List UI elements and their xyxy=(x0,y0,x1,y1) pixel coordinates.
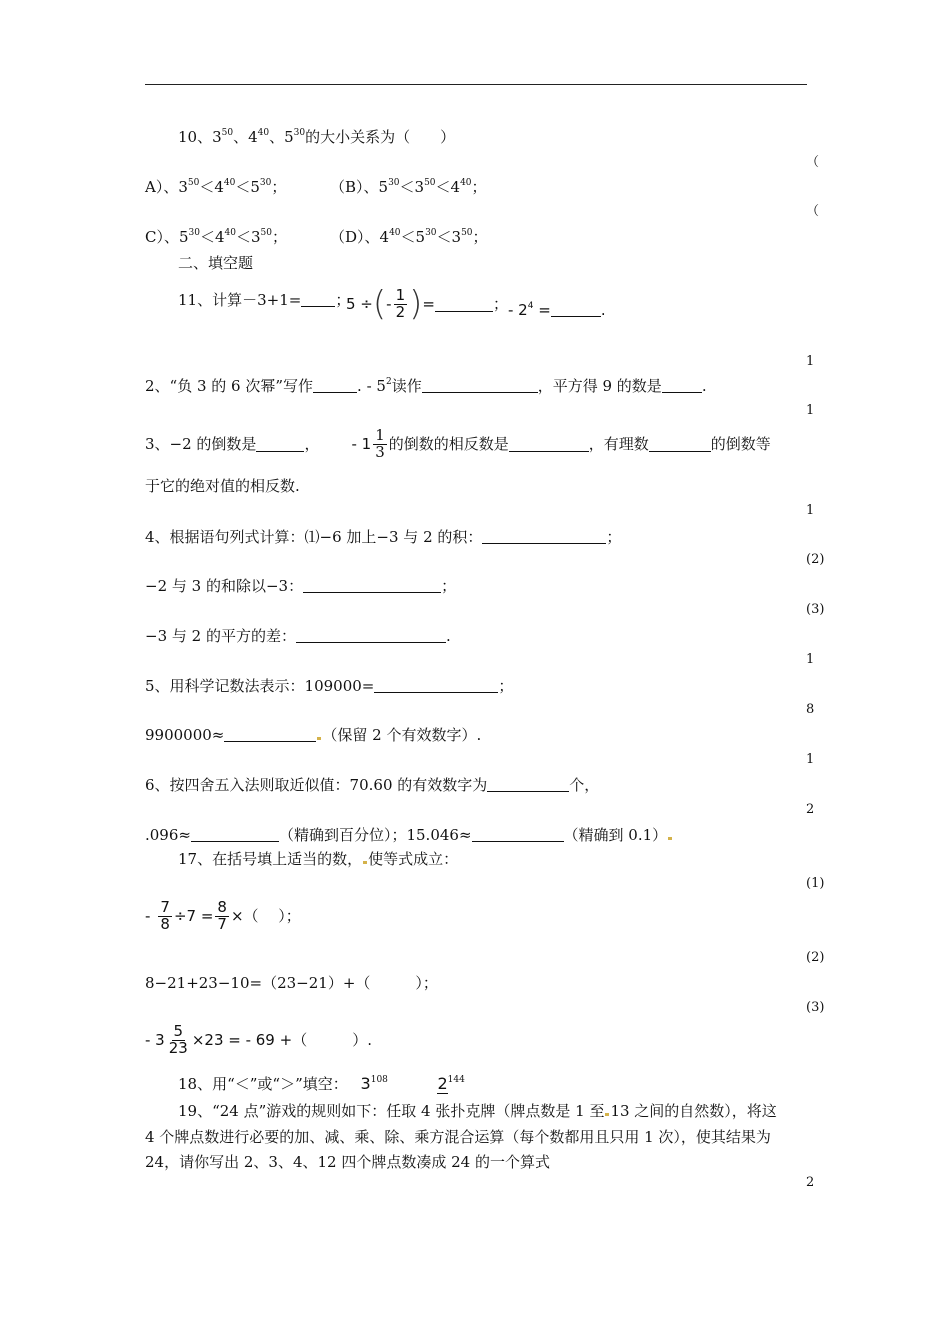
question-13-continued: 于它的绝对值的相反数. xyxy=(145,477,300,495)
question-17: 17、在括号填上适当的数， 使等式成立： xyxy=(178,850,459,868)
answer-blank[interactable] xyxy=(551,302,601,317)
answer-blank[interactable] xyxy=(487,777,569,792)
answer-blank[interactable] xyxy=(301,292,335,307)
question-12: 2、“负 3 的 6 次幂”写作 . - $5^2$读作 ，平方得 9 的数是 . xyxy=(145,377,707,395)
question-15-part-1: 5、用科学记数法表示：109000= ； xyxy=(145,677,514,695)
option-d: （D）、$4^{40}<5^{30}<3^{50}$； xyxy=(330,228,488,246)
answer-blank[interactable] xyxy=(374,678,498,693)
equation-1: - $\frac{7}{8}$ ÷7 = $\frac{8}{7}$ ×（ ）； xyxy=(145,898,301,933)
side-marker: (1) xyxy=(806,876,825,891)
side-marker: 1 xyxy=(806,752,815,767)
answer-blank[interactable] xyxy=(482,529,606,544)
equation-2: 8−21+23−10=（23−21）+（ ）； xyxy=(145,974,438,992)
division-expression: 5 ÷ ( - $\frac{1}{2}$ ) = ； xyxy=(346,284,508,324)
side-marker: 1 xyxy=(806,403,815,418)
side-marker: 2 xyxy=(806,1175,815,1190)
power-expression: - $2^4$ = . xyxy=(508,301,606,319)
answer-blank[interactable] xyxy=(662,378,702,393)
question-14-part-3: −3 与 2 的平方的差： . xyxy=(145,627,451,645)
answer-blank[interactable] xyxy=(256,437,304,452)
side-marker: (2) xyxy=(806,950,825,965)
answer-blank[interactable] xyxy=(296,628,446,643)
side-marker: (3) xyxy=(806,1000,825,1015)
question-14-part-2: −2 与 3 的和除以−3： ； xyxy=(145,577,457,595)
question-19-line-3: 24，请你写出 2、3、4、12 四个牌点数凑成 24 的一个算式 xyxy=(145,1153,550,1171)
question-16-part-2: .096≈ （精确到百分位）；15.046≈ （精确到 0.1） xyxy=(145,827,673,843)
answer-blank[interactable] xyxy=(649,437,711,452)
question-18: 18、用“＜”或“＞”填空： $3^{108}$ $2^{144}$ xyxy=(178,1074,465,1093)
answer-blank[interactable] xyxy=(191,827,279,842)
answer-blank[interactable] xyxy=(509,437,589,452)
side-marker: 1 xyxy=(806,503,815,518)
header-rule xyxy=(145,84,807,85)
side-marker: (3) xyxy=(806,602,825,617)
option-b: （B）、$5^{30}<3^{50}<4^{40}$； xyxy=(330,178,487,196)
question-16-part-1: 6、按四舍五入法则取近似值：70.60 的有效数字为 个， xyxy=(145,776,600,794)
side-marker: 2 xyxy=(806,802,815,817)
question-19-line-2: 4 个牌点数进行必要的加、减、乘、除、乘方混合运算（每个数都用且只用 1 次），使其结果为 xyxy=(145,1128,771,1146)
answer-blank[interactable] xyxy=(422,378,538,393)
question-14-part-1: 4、根据语句列式计算：⑴−6 加上−3 与 2 的积： ； xyxy=(145,528,622,546)
side-marker: （ xyxy=(806,155,820,170)
answer-blank[interactable] xyxy=(313,378,357,393)
answer-blank[interactable] xyxy=(224,727,316,742)
equation-3: - 3 $\frac{5}{23}$ ×23 = - 69 +（ ）. xyxy=(145,1022,372,1057)
question-11: 11、计算－3+1= ； xyxy=(178,291,351,309)
answer-blank[interactable] xyxy=(472,827,564,842)
side-marker: 1 xyxy=(806,354,815,369)
side-marker: （ xyxy=(806,204,820,219)
question-19-line-1: 19、“24 点”游戏的规则如下：任取 4 张扑克牌（牌点数是 1 至 13 之间的自然数），将这 xyxy=(178,1102,777,1120)
side-marker: (2) xyxy=(806,552,825,567)
answer-blank[interactable] xyxy=(435,297,493,312)
option-a: A）、$3^{50}<4^{40}<5^{30}$； xyxy=(145,178,287,196)
question-10: 10、$3^{50}$、$4^{40}$、$5^{30}$的大小关系为（ ） xyxy=(178,128,456,146)
side-marker: 8 xyxy=(806,702,815,717)
question-15-part-2: 9900000≈ （保留 2 个有效数字）. xyxy=(145,726,482,744)
section-heading: 二、填空题 xyxy=(178,254,254,272)
side-marker: 1 xyxy=(806,652,815,667)
answer-blank[interactable] xyxy=(303,578,441,593)
option-c: C）、$5^{30}<4^{40}<3^{50}$； xyxy=(145,228,287,246)
question-13: 3、−2 的倒数是 ， - 1 $\frac{1}{3}$ 的倒数的相反数是 ，有理数 的倒数等 xyxy=(145,426,771,461)
